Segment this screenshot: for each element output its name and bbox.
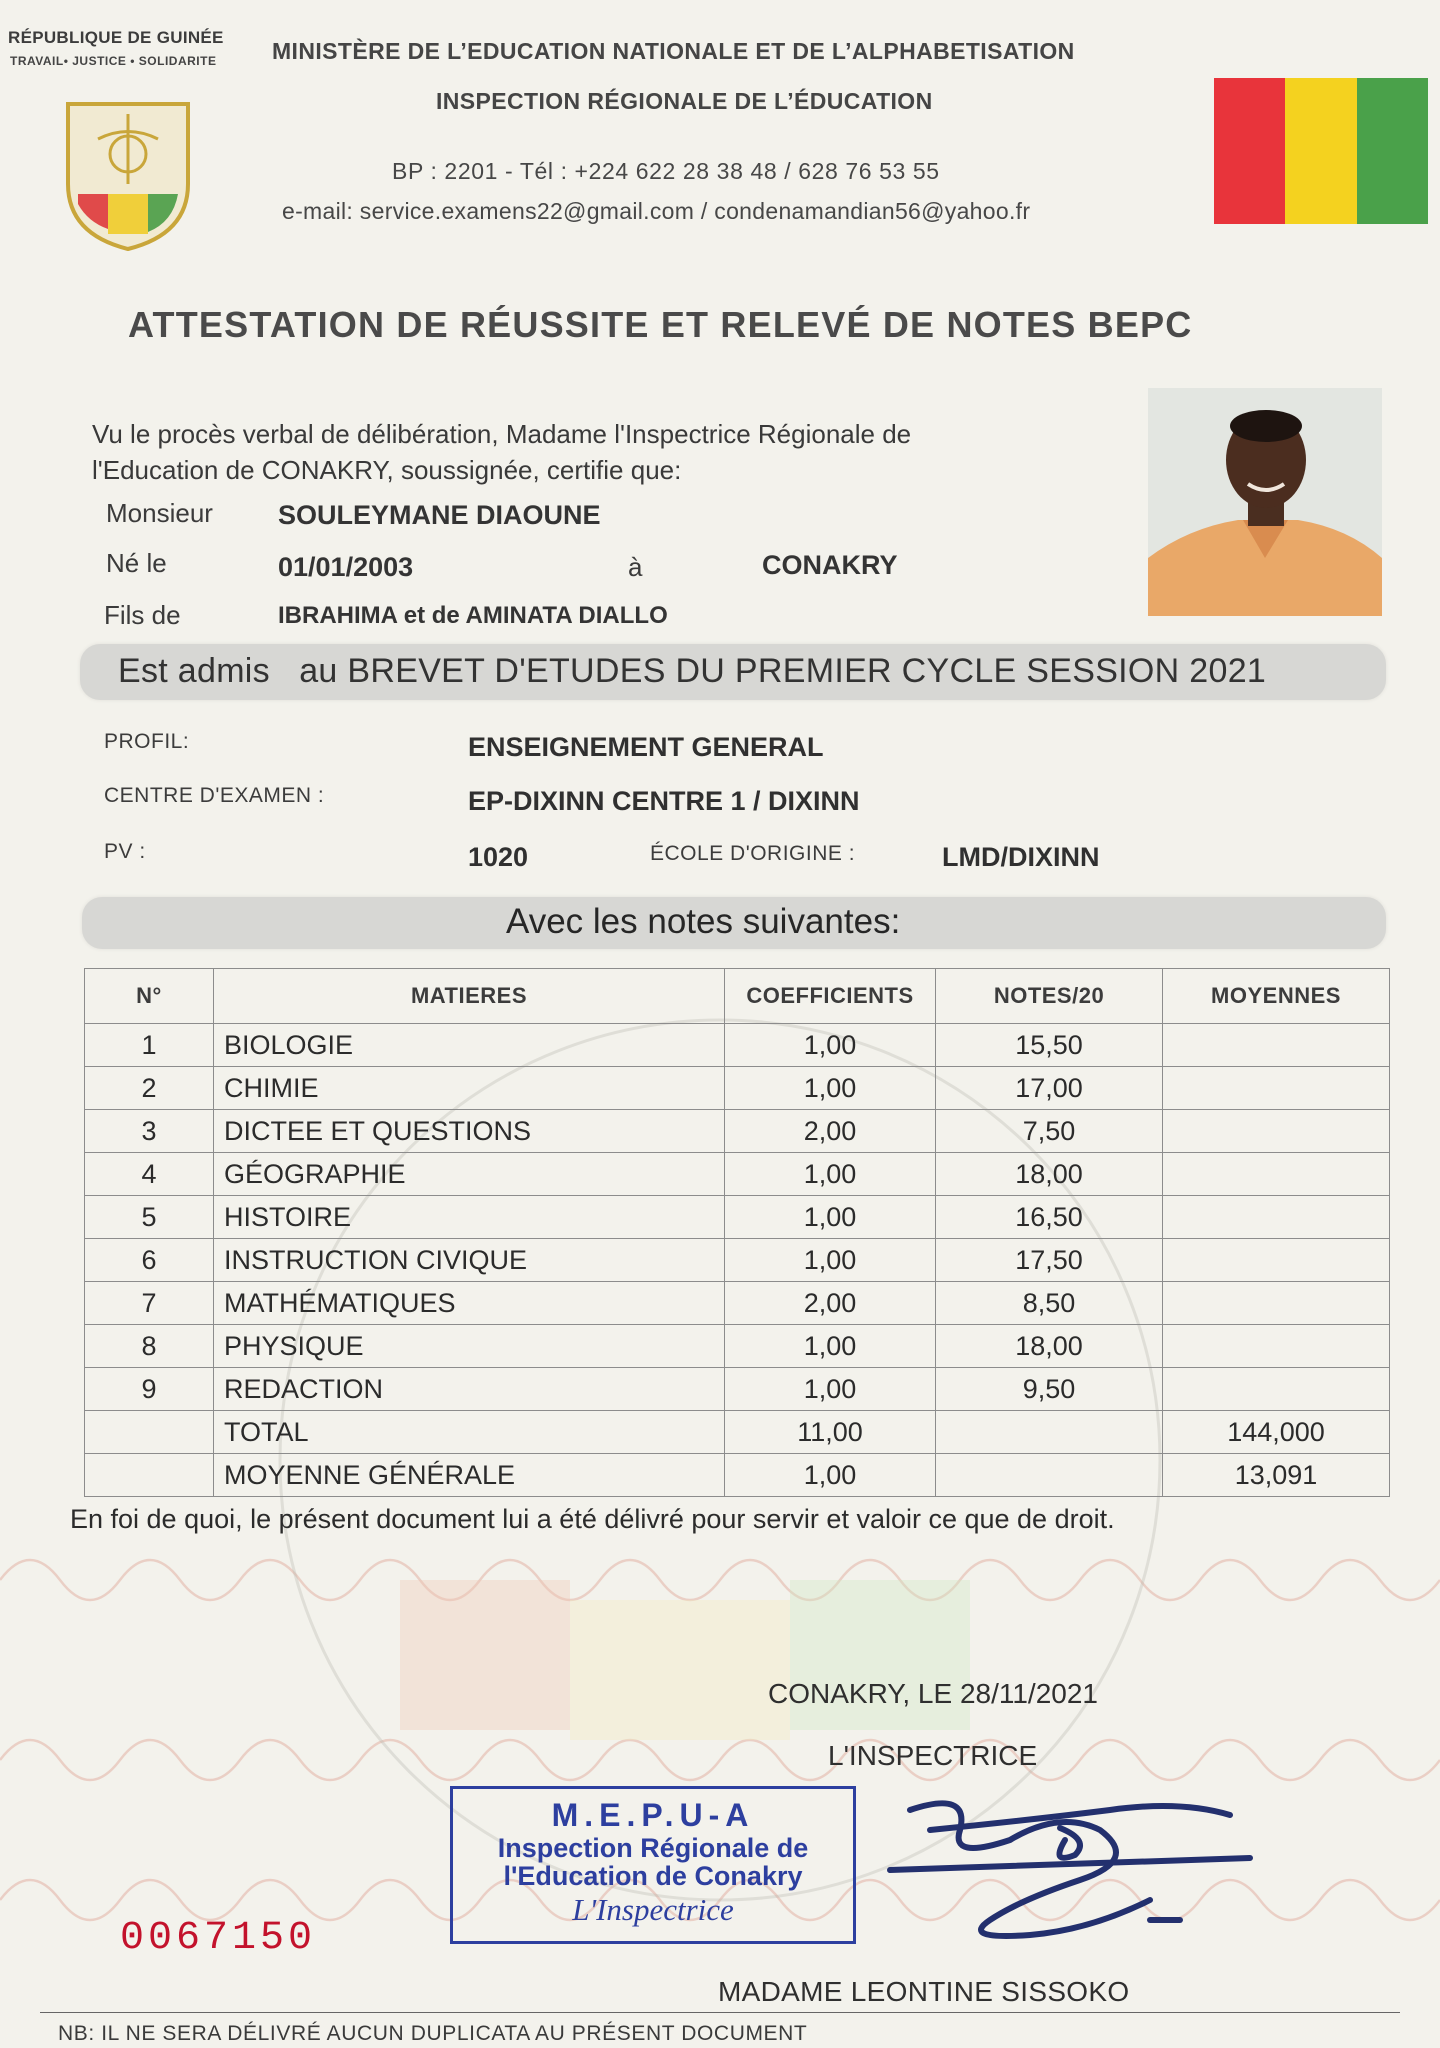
row-number: 6: [85, 1239, 214, 1282]
pv-value: 1020: [468, 842, 529, 872]
country-name: RÉPUBLIQUE DE GUINÉE: [8, 28, 224, 47]
birth-place-label: à: [628, 552, 643, 582]
row-note: 7,50: [936, 1110, 1163, 1153]
row-note: 16,50: [936, 1196, 1163, 1239]
profil-value: ENSEIGNEMENT GENERAL: [468, 732, 824, 762]
row-note: 18,00: [936, 1325, 1163, 1368]
flag-red-stripe: [1214, 78, 1285, 224]
handwritten-signature: [850, 1770, 1270, 1950]
table-row: [85, 1196, 1390, 1239]
total-label: TOTAL: [214, 1411, 725, 1454]
inspection-name: INSPECTION RÉGIONALE DE L’ÉDUCATION: [436, 88, 933, 114]
signatory-name: MADAME LEONTINE SISSOKO: [718, 1976, 1130, 2007]
row-coefficient: 2,00: [725, 1110, 936, 1153]
row-note: 9,50: [936, 1368, 1163, 1411]
guinea-flag-icon: [1214, 78, 1428, 224]
candidate-photo: [1148, 388, 1382, 616]
average-row: [85, 1454, 1390, 1497]
header-coefficients: COEFFICIENTS: [725, 969, 936, 1024]
parents-names: IBRAHIMA et de AMINATA DIALLO: [278, 602, 668, 629]
stamp-line-1: M.E.P.U-A: [551, 1797, 755, 1833]
row-note: 15,50: [936, 1024, 1163, 1067]
row-number: 1: [85, 1024, 214, 1067]
stamp-line-3: l'Education de Conakry: [503, 1861, 803, 1891]
row-number: 5: [85, 1196, 214, 1239]
admission-exam: au BREVET D'ETUDES DU PREMIER CYCLE SESSION 2021: [299, 652, 1267, 690]
ministry-name: MINISTÈRE DE L’EDUCATION NATIONALE ET DE L’ALPHABETISATION: [272, 38, 1075, 64]
row-number: 3: [85, 1110, 214, 1153]
header-averages: MOYENNES: [1163, 969, 1390, 1024]
total-row: [85, 1411, 1390, 1454]
general-average: 13,091: [1163, 1454, 1390, 1497]
ecole-label: ÉCOLE D'ORIGINE :: [650, 842, 856, 865]
row-coefficient: 2,00: [725, 1282, 936, 1325]
row-coefficient: 1,00: [725, 1153, 936, 1196]
contact-email: e-mail: service.examens22@gmail.com / condenamandian56@yahoo.fr: [282, 198, 1031, 224]
intro-text: [92, 416, 1072, 488]
pv-label: PV :: [104, 840, 146, 863]
table-header-row: [85, 969, 1390, 1024]
header-subject: MATIERES: [214, 969, 725, 1024]
row-average: [1163, 1196, 1390, 1239]
signatory-role: L'INSPECTRICE: [828, 1740, 1038, 1771]
centre-value: EP-DIXINN CENTRE 1 / DIXINN: [468, 786, 860, 816]
row-subject: REDACTION: [214, 1368, 725, 1411]
table-row: [85, 1282, 1390, 1325]
title-label: Monsieur: [106, 498, 213, 528]
row-average: [1163, 1024, 1390, 1067]
header-number: N°: [85, 969, 214, 1024]
average-label: MOYENNE GÉNÉRALE: [214, 1454, 725, 1497]
grades-intro: Avec les notes suivantes:: [506, 902, 901, 941]
national-motto: TRAVAIL• JUSTICE • SOLIDARITE: [10, 54, 217, 68]
contact-phone: BP : 2201 - Tél : +224 622 28 38 48 / 628 76 53 55: [392, 158, 940, 184]
table-row: [85, 1067, 1390, 1110]
row-number: 4: [85, 1153, 214, 1196]
row-coefficient: 1,00: [725, 1067, 936, 1110]
coat-of-arms-icon: [48, 84, 208, 254]
total-coefficient: 11,00: [725, 1411, 936, 1454]
table-row: [85, 1153, 1390, 1196]
birth-place: CONAKRY: [762, 550, 898, 580]
birth-date: 01/01/2003: [278, 552, 414, 582]
stamp-line-4: L'Inspectrice: [572, 1892, 734, 1927]
row-note: 8,50: [936, 1282, 1163, 1325]
footer-note: NB: IL NE SERA DÉLIVRÉ AUCUN DUPLICATA AU PRÉSENT DOCUMENT: [58, 2022, 808, 2045]
admission-prefix: Est admis: [118, 652, 270, 690]
row-average: [1163, 1282, 1390, 1325]
table-row: [85, 1110, 1390, 1153]
closing-statement: En foi de quoi, le présent document lui a été délivré pour servir et valoir ce que de droit.: [70, 1504, 1115, 1534]
row-number: 9: [85, 1368, 214, 1411]
document-title: ATTESTATION DE RÉUSSITE ET RELEVÉ DE NOTES BEPC: [128, 304, 1193, 345]
table-row: [85, 1325, 1390, 1368]
row-subject: MATHÉMATIQUES: [214, 1282, 725, 1325]
row-number: 2: [85, 1067, 214, 1110]
row-number: 8: [85, 1325, 214, 1368]
row-coefficient: 1,00: [725, 1239, 936, 1282]
row-average: [1163, 1153, 1390, 1196]
row-coefficient: 1,00: [725, 1196, 936, 1239]
profil-label: PROFIL:: [104, 730, 190, 753]
centre-label: CENTRE D'EXAMEN :: [104, 784, 325, 807]
row-average: [1163, 1368, 1390, 1411]
row-subject: GÉOGRAPHIE: [214, 1153, 725, 1196]
row-subject: DICTEE ET QUESTIONS: [214, 1110, 725, 1153]
row-average: [1163, 1110, 1390, 1153]
row-subject: HISTOIRE: [214, 1196, 725, 1239]
stamp-line-2: Inspection Régionale de: [497, 1833, 809, 1863]
issue-place-date: CONAKRY, LE 28/11/2021: [768, 1678, 1098, 1709]
row-average: [1163, 1325, 1390, 1368]
admission-statement: [118, 652, 1266, 691]
flag-green-stripe: [1357, 78, 1428, 224]
birth-date-label: Né le: [106, 548, 167, 578]
row-subject: PHYSIQUE: [214, 1325, 725, 1368]
candidate-name: SOULEYMANE DIAOUNE: [278, 500, 601, 530]
row-coefficient: 1,00: [725, 1368, 936, 1411]
table-row: [85, 1368, 1390, 1411]
row-note: 17,50: [936, 1239, 1163, 1282]
row-average: [1163, 1067, 1390, 1110]
intro-line-1: Vu le procès verbal de délibération, Madame l'Inspectrice Régionale de: [92, 419, 912, 449]
row-subject: INSTRUCTION CIVIQUE: [214, 1239, 725, 1282]
flag-yellow-stripe: [1285, 78, 1356, 224]
document-serial-number: 0067150: [120, 1916, 317, 1961]
row-subject: BIOLOGIE: [214, 1024, 725, 1067]
row-subject: CHIMIE: [214, 1067, 725, 1110]
parents-label: Fils de: [104, 600, 181, 630]
row-average: [1163, 1239, 1390, 1282]
row-coefficient: 1,00: [725, 1325, 936, 1368]
table-row: [85, 1239, 1390, 1282]
average-coefficient: 1,00: [725, 1454, 936, 1497]
row-coefficient: 1,00: [725, 1024, 936, 1067]
total-points: 144,000: [1163, 1411, 1390, 1454]
ecole-value: LMD/DIXINN: [942, 842, 1100, 872]
table-row: [85, 1024, 1390, 1067]
official-stamp: [450, 1786, 856, 1944]
intro-line-2: l'Education de CONAKRY, soussignée, certifie que:: [92, 455, 682, 485]
header-notes: NOTES/20: [936, 969, 1163, 1024]
row-number: 7: [85, 1282, 214, 1325]
footer-divider: [40, 2012, 1400, 2013]
grades-table: [84, 968, 1390, 1497]
row-note: 18,00: [936, 1153, 1163, 1196]
row-note: 17,00: [936, 1067, 1163, 1110]
